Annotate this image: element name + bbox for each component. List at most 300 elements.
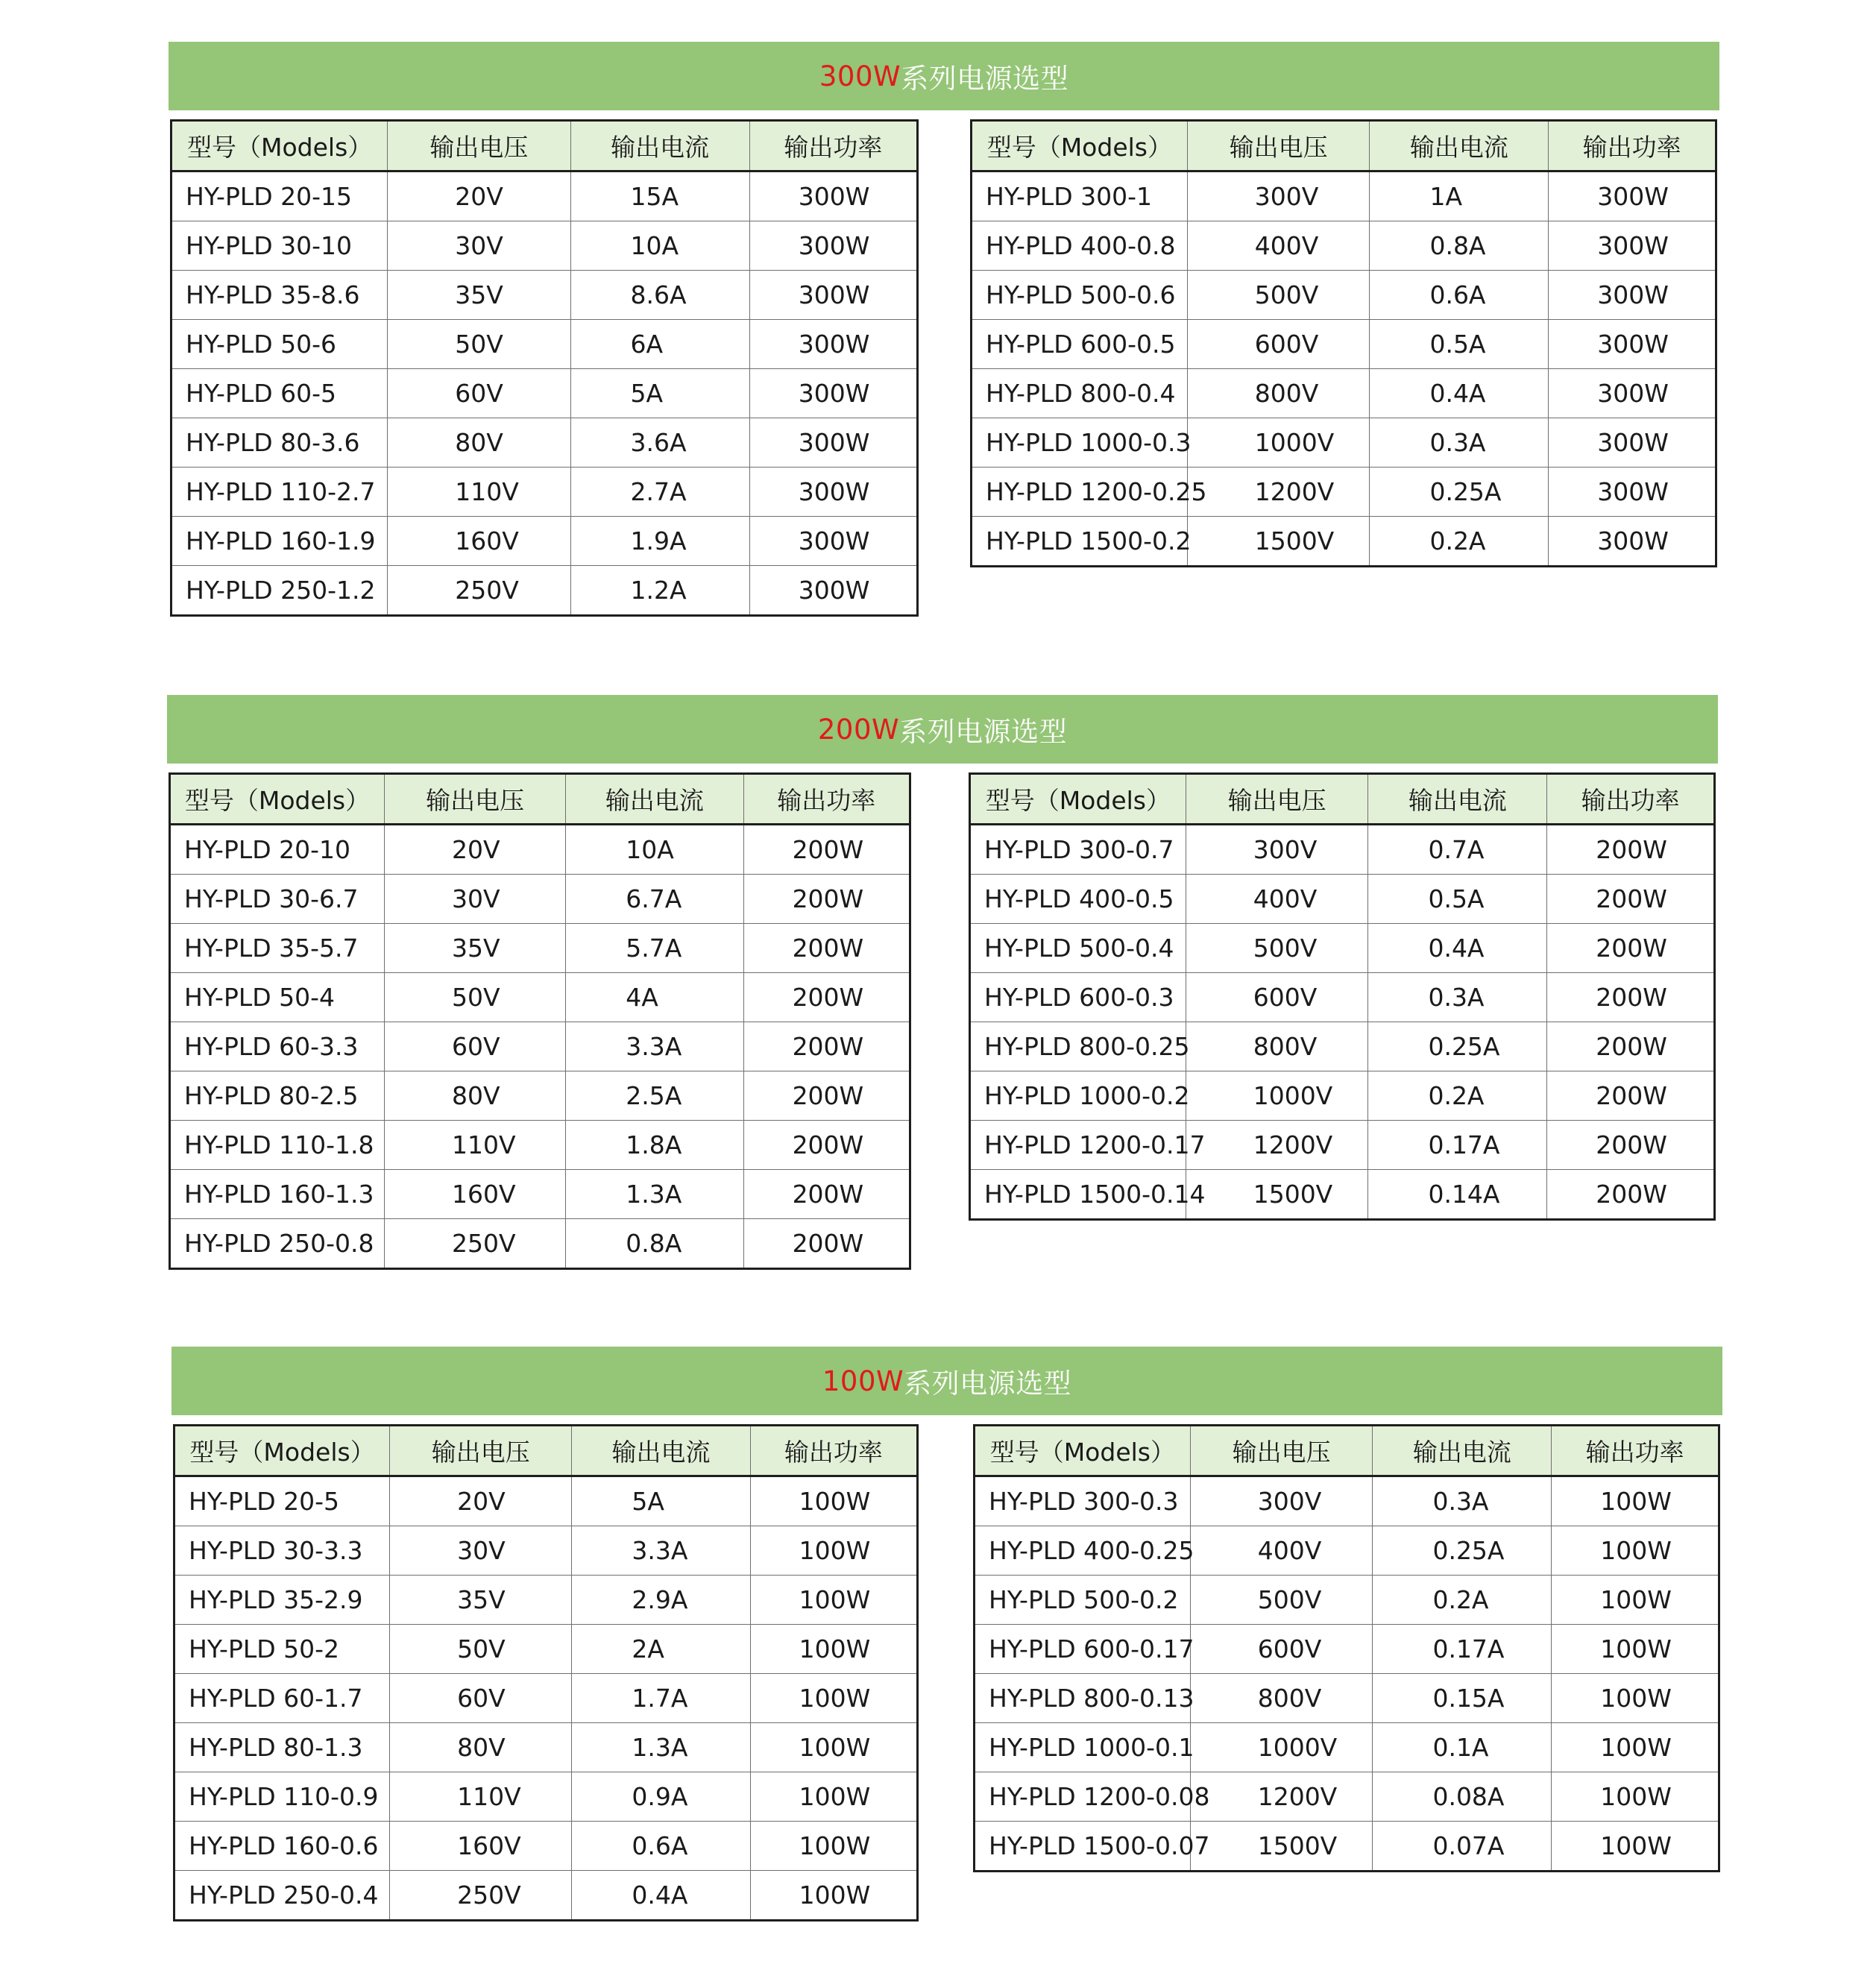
table-row	[170, 924, 910, 973]
column-header: 输出电压	[384, 774, 565, 825]
column-header: 输出功率	[1552, 1426, 1719, 1476]
model-cell: HY-PLD 800-0.13	[975, 1674, 1191, 1723]
power-cell: 300W	[1549, 517, 1716, 567]
table-row	[171, 418, 918, 468]
spec-table-100w-low-voltage	[173, 1424, 919, 1921]
model-cell: HY-PLD 60-5	[171, 369, 388, 418]
table-row	[970, 1121, 1715, 1170]
model-cell: HY-PLD 20-5	[174, 1476, 390, 1526]
banner-watt: 200W	[817, 713, 900, 746]
banner-watt: 300W	[819, 60, 901, 92]
column-header: 输出电流	[572, 1426, 750, 1476]
column-header: 输出电压	[1187, 121, 1370, 171]
current-cell: 3.6A	[570, 418, 749, 468]
column-header: 输出电压	[1186, 774, 1368, 825]
power-cell: 300W	[1549, 418, 1716, 468]
power-cell: 100W	[750, 1674, 917, 1723]
model-cell: HY-PLD 50-4	[170, 973, 385, 1022]
voltage-cell: 400V	[1187, 221, 1370, 271]
model-cell: HY-PLD 300-0.3	[975, 1476, 1191, 1526]
current-cell: 0.2A	[1373, 1576, 1552, 1625]
voltage-cell: 160V	[390, 1822, 572, 1871]
table-row	[975, 1674, 1719, 1723]
table-row	[972, 320, 1716, 369]
power-cell: 300W	[749, 221, 917, 271]
power-cell: 100W	[750, 1871, 917, 1921]
power-cell: 200W	[743, 924, 910, 973]
table-header-row	[972, 121, 1716, 171]
model-cell: HY-PLD 30-6.7	[170, 875, 385, 924]
current-cell: 15A	[570, 171, 749, 221]
table-row	[171, 171, 918, 221]
model-cell: HY-PLD 300-1	[972, 171, 1188, 221]
table-row	[975, 1576, 1719, 1625]
table-row	[970, 973, 1715, 1022]
power-cell: 300W	[1549, 369, 1716, 418]
voltage-cell: 300V	[1187, 171, 1370, 221]
table-row	[975, 1822, 1719, 1872]
model-cell: HY-PLD 80-1.3	[174, 1723, 390, 1772]
current-cell: 0.6A	[1370, 271, 1549, 320]
voltage-cell: 1200V	[1190, 1772, 1373, 1822]
column-header: 输出电流	[566, 774, 743, 825]
table-row	[174, 1625, 918, 1674]
current-cell: 5A	[570, 369, 749, 418]
current-cell: 0.3A	[1370, 418, 1549, 468]
model-cell: HY-PLD 1500-0.07	[975, 1822, 1191, 1872]
model-cell: HY-PLD 400-0.25	[975, 1526, 1191, 1576]
table-row	[171, 320, 918, 369]
power-cell: 200W	[743, 825, 910, 875]
voltage-cell: 400V	[1186, 875, 1368, 924]
voltage-cell: 50V	[388, 320, 570, 369]
current-cell: 0.17A	[1368, 1121, 1547, 1170]
voltage-cell: 300V	[1190, 1476, 1373, 1526]
model-cell: HY-PLD 160-1.9	[171, 517, 388, 566]
power-cell: 300W	[749, 271, 917, 320]
model-cell: HY-PLD 160-0.6	[174, 1822, 390, 1871]
table-row	[975, 1625, 1719, 1674]
current-cell: 2.9A	[572, 1576, 750, 1625]
table-row	[170, 1219, 910, 1269]
power-cell: 200W	[743, 1170, 910, 1219]
table-row	[975, 1476, 1719, 1526]
voltage-cell: 60V	[388, 369, 570, 418]
voltage-cell: 110V	[390, 1772, 572, 1822]
table-row	[170, 1121, 910, 1170]
table-row	[170, 825, 910, 875]
power-cell: 200W	[743, 1071, 910, 1121]
spec-table-200w-low-voltage	[169, 772, 911, 1270]
table-row	[970, 875, 1715, 924]
current-cell: 0.5A	[1370, 320, 1549, 369]
power-cell: 100W	[1552, 1674, 1719, 1723]
current-cell: 6A	[570, 320, 749, 369]
power-cell: 100W	[750, 1476, 917, 1526]
table-row	[970, 1071, 1715, 1121]
model-cell: HY-PLD 30-3.3	[174, 1526, 390, 1576]
table-row	[970, 1170, 1715, 1220]
current-cell: 10A	[566, 825, 743, 875]
model-cell: HY-PLD 1000-0.1	[975, 1723, 1191, 1772]
voltage-cell: 160V	[384, 1170, 565, 1219]
model-cell: HY-PLD 500-0.6	[972, 271, 1188, 320]
table-row	[171, 271, 918, 320]
current-cell: 0.25A	[1368, 1022, 1547, 1071]
model-cell: HY-PLD 35-2.9	[174, 1576, 390, 1625]
spec-table-200w-high-voltage	[969, 772, 1716, 1221]
spec-table-100w-high-voltage	[973, 1424, 1720, 1872]
power-cell: 100W	[1552, 1526, 1719, 1576]
model-cell: HY-PLD 1200-0.08	[975, 1772, 1191, 1822]
section-banner-100w	[171, 1347, 1722, 1415]
voltage-cell: 110V	[384, 1121, 565, 1170]
current-cell: 1.3A	[566, 1170, 743, 1219]
voltage-cell: 800V	[1190, 1674, 1373, 1723]
current-cell: 0.5A	[1368, 875, 1547, 924]
table-row	[970, 1022, 1715, 1071]
voltage-cell: 50V	[384, 973, 565, 1022]
current-cell: 3.3A	[566, 1022, 743, 1071]
section-banner-300w	[169, 42, 1719, 110]
current-cell: 2.5A	[566, 1071, 743, 1121]
current-cell: 0.07A	[1373, 1822, 1552, 1872]
voltage-cell: 500V	[1187, 271, 1370, 320]
current-cell: 1A	[1370, 171, 1549, 221]
voltage-cell: 60V	[390, 1674, 572, 1723]
table-row	[174, 1526, 918, 1576]
model-cell: HY-PLD 110-2.7	[171, 468, 388, 517]
current-cell: 0.8A	[566, 1219, 743, 1269]
power-cell: 300W	[749, 566, 917, 616]
voltage-cell: 20V	[388, 171, 570, 221]
voltage-cell: 1000V	[1186, 1071, 1368, 1121]
voltage-cell: 1500V	[1187, 517, 1370, 567]
model-cell: HY-PLD 800-0.25	[970, 1022, 1186, 1071]
current-cell: 1.2A	[570, 566, 749, 616]
voltage-cell: 30V	[384, 875, 565, 924]
model-cell: HY-PLD 600-0.5	[972, 320, 1188, 369]
power-cell: 100W	[1552, 1723, 1719, 1772]
current-cell: 5A	[572, 1476, 750, 1526]
power-cell: 100W	[1552, 1476, 1719, 1526]
model-cell: HY-PLD 20-15	[171, 171, 388, 221]
power-cell: 300W	[1549, 171, 1716, 221]
table-row	[170, 875, 910, 924]
model-cell: HY-PLD 600-0.17	[975, 1625, 1191, 1674]
voltage-cell: 500V	[1190, 1576, 1373, 1625]
current-cell: 0.7A	[1368, 825, 1547, 875]
column-header: 型号（Models）	[970, 774, 1186, 825]
current-cell: 6.7A	[566, 875, 743, 924]
table-row	[975, 1772, 1719, 1822]
banner-watt: 100W	[822, 1365, 904, 1397]
voltage-cell: 600V	[1186, 973, 1368, 1022]
power-cell: 100W	[750, 1772, 917, 1822]
current-cell: 0.3A	[1373, 1476, 1552, 1526]
power-cell: 100W	[750, 1576, 917, 1625]
model-cell: HY-PLD 250-1.2	[171, 566, 388, 616]
current-cell: 0.17A	[1373, 1625, 1552, 1674]
model-cell: HY-PLD 1500-0.14	[970, 1170, 1186, 1220]
column-header: 输出电流	[1370, 121, 1549, 171]
power-cell: 200W	[743, 875, 910, 924]
voltage-cell: 35V	[390, 1576, 572, 1625]
current-cell: 0.2A	[1370, 517, 1549, 567]
table-row	[972, 418, 1716, 468]
voltage-cell: 1000V	[1190, 1723, 1373, 1772]
column-header: 型号（Models）	[170, 774, 385, 825]
column-header: 输出电流	[1368, 774, 1547, 825]
voltage-cell: 160V	[388, 517, 570, 566]
voltage-cell: 50V	[390, 1625, 572, 1674]
model-cell: HY-PLD 80-2.5	[170, 1071, 385, 1121]
table-row	[171, 468, 918, 517]
voltage-cell: 600V	[1187, 320, 1370, 369]
power-cell: 100W	[1552, 1772, 1719, 1822]
table-header-row	[975, 1426, 1719, 1476]
section-200w	[167, 695, 1718, 1258]
power-cell: 300W	[1549, 221, 1716, 271]
table-row	[972, 221, 1716, 271]
model-cell: HY-PLD 800-0.4	[972, 369, 1188, 418]
current-cell: 4A	[566, 973, 743, 1022]
current-cell: 0.8A	[1370, 221, 1549, 271]
power-cell: 200W	[1547, 875, 1715, 924]
table-row	[972, 171, 1716, 221]
column-header: 输出功率	[750, 1426, 917, 1476]
voltage-cell: 20V	[384, 825, 565, 875]
power-cell: 200W	[1547, 973, 1715, 1022]
power-cell: 200W	[1547, 825, 1715, 875]
voltage-cell: 30V	[390, 1526, 572, 1576]
current-cell: 0.1A	[1373, 1723, 1552, 1772]
voltage-cell: 250V	[384, 1219, 565, 1269]
model-cell: HY-PLD 600-0.3	[970, 973, 1186, 1022]
voltage-cell: 800V	[1187, 369, 1370, 418]
model-cell: HY-PLD 80-3.6	[171, 418, 388, 468]
power-cell: 200W	[1547, 1022, 1715, 1071]
table-row	[174, 1476, 918, 1526]
model-cell: HY-PLD 60-3.3	[170, 1022, 385, 1071]
voltage-cell: 300V	[1186, 825, 1368, 875]
column-header: 输出电压	[1190, 1426, 1373, 1476]
power-cell: 200W	[1547, 1170, 1715, 1220]
current-cell: 2A	[572, 1625, 750, 1674]
table-row	[170, 973, 910, 1022]
table-row	[174, 1674, 918, 1723]
model-cell: HY-PLD 110-1.8	[170, 1121, 385, 1170]
voltage-cell: 1500V	[1186, 1170, 1368, 1220]
table-row	[171, 566, 918, 616]
table-row	[972, 369, 1716, 418]
column-header: 输出电流	[570, 121, 749, 171]
power-cell: 300W	[749, 517, 917, 566]
model-cell: HY-PLD 160-1.3	[170, 1170, 385, 1219]
table-row	[972, 468, 1716, 517]
table-row	[171, 221, 918, 271]
voltage-cell: 800V	[1186, 1022, 1368, 1071]
table-row	[970, 825, 1715, 875]
model-cell: HY-PLD 1500-0.2	[972, 517, 1188, 567]
voltage-cell: 35V	[384, 924, 565, 973]
table-row	[170, 1071, 910, 1121]
power-cell: 300W	[749, 369, 917, 418]
current-cell: 1.8A	[566, 1121, 743, 1170]
current-cell: 1.3A	[572, 1723, 750, 1772]
current-cell: 0.4A	[1370, 369, 1549, 418]
current-cell: 0.08A	[1373, 1772, 1552, 1822]
voltage-cell: 60V	[384, 1022, 565, 1071]
column-header: 型号（Models）	[171, 121, 388, 171]
power-cell: 300W	[749, 418, 917, 468]
current-cell: 0.6A	[572, 1822, 750, 1871]
column-header: 输出电压	[390, 1426, 572, 1476]
current-cell: 1.9A	[570, 517, 749, 566]
current-cell: 0.2A	[1368, 1071, 1547, 1121]
power-cell: 200W	[1547, 1121, 1715, 1170]
column-header: 输出电流	[1373, 1426, 1552, 1476]
banner-title: 系列电源选型	[901, 63, 1069, 95]
voltage-cell: 35V	[388, 271, 570, 320]
power-cell: 100W	[1552, 1625, 1719, 1674]
voltage-cell: 500V	[1186, 924, 1368, 973]
power-cell: 200W	[743, 1219, 910, 1269]
current-cell: 0.4A	[572, 1871, 750, 1921]
model-cell: HY-PLD 110-0.9	[174, 1772, 390, 1822]
model-cell: HY-PLD 1200-0.17	[970, 1121, 1186, 1170]
model-cell: HY-PLD 500-0.4	[970, 924, 1186, 973]
power-cell: 300W	[749, 320, 917, 369]
power-cell: 100W	[750, 1526, 917, 1576]
table-row	[174, 1772, 918, 1822]
banner-title: 系列电源选型	[904, 1367, 1072, 1400]
banner-title: 系列电源选型	[899, 716, 1068, 748]
model-cell: HY-PLD 60-1.7	[174, 1674, 390, 1723]
power-cell: 200W	[743, 1022, 910, 1071]
table-header-row	[970, 774, 1715, 825]
table-row	[972, 271, 1716, 320]
voltage-cell: 1500V	[1190, 1822, 1373, 1872]
current-cell: 5.7A	[566, 924, 743, 973]
table-row	[970, 924, 1715, 973]
power-cell: 100W	[750, 1625, 917, 1674]
table-row	[975, 1526, 1719, 1576]
table-row	[174, 1822, 918, 1871]
model-cell: HY-PLD 250-0.8	[170, 1219, 385, 1269]
current-cell: 0.4A	[1368, 924, 1547, 973]
power-cell: 300W	[1549, 271, 1716, 320]
section-banner-200w	[167, 695, 1718, 764]
column-header: 输出功率	[749, 121, 917, 171]
voltage-cell: 80V	[384, 1071, 565, 1121]
table-header-row	[171, 121, 918, 171]
model-cell: HY-PLD 30-10	[171, 221, 388, 271]
model-cell: HY-PLD 250-0.4	[174, 1871, 390, 1921]
current-cell: 0.25A	[1373, 1526, 1552, 1576]
power-cell: 300W	[749, 468, 917, 517]
voltage-cell: 80V	[388, 418, 570, 468]
model-cell: HY-PLD 20-10	[170, 825, 385, 875]
current-cell: 10A	[570, 221, 749, 271]
voltage-cell: 600V	[1190, 1625, 1373, 1674]
model-cell: HY-PLD 300-0.7	[970, 825, 1186, 875]
table-row	[171, 369, 918, 418]
column-header: 输出电压	[388, 121, 570, 171]
section-100w	[171, 1347, 1722, 1910]
column-header: 型号（Models）	[972, 121, 1188, 171]
model-cell: HY-PLD 35-8.6	[171, 271, 388, 320]
model-cell: HY-PLD 400-0.5	[970, 875, 1186, 924]
table-row	[975, 1723, 1719, 1772]
current-cell: 2.7A	[570, 468, 749, 517]
power-cell: 200W	[1547, 924, 1715, 973]
table-row	[174, 1576, 918, 1625]
current-cell: 0.14A	[1368, 1170, 1547, 1220]
table-row	[972, 517, 1716, 567]
model-cell: HY-PLD 35-5.7	[170, 924, 385, 973]
table-header-row	[170, 774, 910, 825]
model-cell: HY-PLD 1000-0.3	[972, 418, 1188, 468]
section-300w	[169, 42, 1719, 605]
power-cell: 200W	[743, 1121, 910, 1170]
current-cell: 1.7A	[572, 1674, 750, 1723]
power-cell: 300W	[749, 171, 917, 221]
spec-table-300w-high-voltage	[970, 119, 1717, 567]
current-cell: 0.3A	[1368, 973, 1547, 1022]
table-row	[170, 1022, 910, 1071]
voltage-cell: 1000V	[1187, 418, 1370, 468]
power-cell: 100W	[1552, 1576, 1719, 1625]
column-header: 输出功率	[1547, 774, 1715, 825]
column-header: 型号（Models）	[975, 1426, 1191, 1476]
voltage-cell: 250V	[390, 1871, 572, 1921]
power-cell: 100W	[1552, 1822, 1719, 1872]
current-cell: 0.15A	[1373, 1674, 1552, 1723]
voltage-cell: 1200V	[1186, 1121, 1368, 1170]
column-header: 型号（Models）	[174, 1426, 390, 1476]
spec-table-300w-low-voltage	[170, 119, 919, 617]
model-cell: HY-PLD 1000-0.2	[970, 1071, 1186, 1121]
model-cell: HY-PLD 500-0.2	[975, 1576, 1191, 1625]
power-cell: 300W	[1549, 468, 1716, 517]
power-cell: 200W	[743, 973, 910, 1022]
table-row	[170, 1170, 910, 1219]
voltage-cell: 80V	[390, 1723, 572, 1772]
power-cell: 100W	[750, 1822, 917, 1871]
current-cell: 0.25A	[1370, 468, 1549, 517]
table-header-row	[174, 1426, 918, 1476]
voltage-cell: 1200V	[1187, 468, 1370, 517]
table-row	[171, 517, 918, 566]
power-cell: 100W	[750, 1723, 917, 1772]
column-header: 输出功率	[743, 774, 910, 825]
model-cell: HY-PLD 1200-0.25	[972, 468, 1188, 517]
model-cell: HY-PLD 400-0.8	[972, 221, 1188, 271]
current-cell: 3.3A	[572, 1526, 750, 1576]
voltage-cell: 110V	[388, 468, 570, 517]
voltage-cell: 400V	[1190, 1526, 1373, 1576]
column-header: 输出功率	[1549, 121, 1716, 171]
current-cell: 0.9A	[572, 1772, 750, 1822]
model-cell: HY-PLD 50-2	[174, 1625, 390, 1674]
table-row	[174, 1871, 918, 1921]
model-cell: HY-PLD 50-6	[171, 320, 388, 369]
power-cell: 200W	[1547, 1071, 1715, 1121]
voltage-cell: 250V	[388, 566, 570, 616]
voltage-cell: 30V	[388, 221, 570, 271]
current-cell: 8.6A	[570, 271, 749, 320]
